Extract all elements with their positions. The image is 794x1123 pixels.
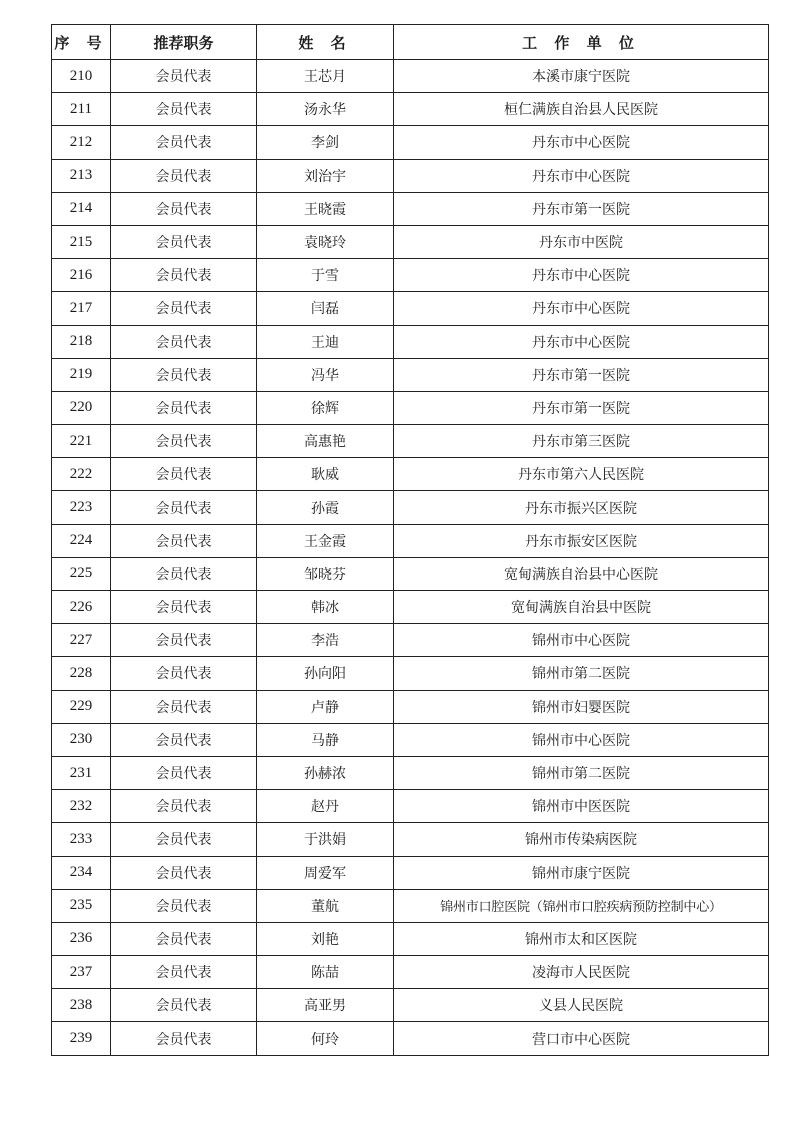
cell-member-name: 王芯月 [257, 60, 394, 93]
table-row [52, 557, 769, 590]
cell-member-name: 刘治宇 [257, 159, 394, 192]
cell-member-name: 卢静 [257, 690, 394, 723]
cell-recommended-position: 会员代表 [111, 159, 257, 192]
cell-work-unit: 锦州市中心医院 [394, 723, 769, 756]
cell-recommended-position: 会员代表 [111, 956, 257, 989]
table-row [52, 922, 769, 955]
cell-work-unit: 锦州市妇婴医院 [394, 690, 769, 723]
cell-serial-number: 219 [52, 358, 111, 391]
cell-recommended-position: 会员代表 [111, 491, 257, 524]
cell-recommended-position: 会员代表 [111, 192, 257, 225]
cell-member-name: 董航 [257, 889, 394, 922]
cell-recommended-position: 会员代表 [111, 922, 257, 955]
cell-work-unit: 丹东市第三医院 [394, 425, 769, 458]
cell-recommended-position: 会员代表 [111, 823, 257, 856]
cell-work-unit: 桓仁满族自治县人民医院 [394, 93, 769, 126]
cell-work-unit: 丹东市第一医院 [394, 391, 769, 424]
cell-member-name: 袁晓玲 [257, 225, 394, 258]
cell-work-unit: 丹东市中心医院 [394, 126, 769, 159]
table-row [52, 723, 769, 756]
cell-work-unit: 宽甸满族自治县中医院 [394, 591, 769, 624]
cell-work-unit: 锦州市第二医院 [394, 756, 769, 789]
cell-recommended-position: 会员代表 [111, 325, 257, 358]
cell-recommended-position: 会员代表 [111, 425, 257, 458]
table-row [52, 425, 769, 458]
cell-recommended-position: 会员代表 [111, 126, 257, 159]
cell-member-name: 李浩 [257, 624, 394, 657]
table-row [52, 225, 769, 258]
cell-work-unit: 丹东市中心医院 [394, 292, 769, 325]
cell-work-unit: 锦州市中医医院 [394, 790, 769, 823]
cell-recommended-position: 会员代表 [111, 790, 257, 823]
cell-member-name: 孙霞 [257, 491, 394, 524]
cell-work-unit: 丹东市中医院 [394, 225, 769, 258]
table-row [52, 823, 769, 856]
table-row [52, 491, 769, 524]
cell-work-unit: 丹东市中心医院 [394, 259, 769, 292]
cell-work-unit: 丹东市中心医院 [394, 159, 769, 192]
cell-serial-number: 220 [52, 391, 111, 424]
table-row [52, 259, 769, 292]
table-row [52, 292, 769, 325]
table-row [52, 591, 769, 624]
cell-recommended-position: 会员代表 [111, 989, 257, 1022]
cell-work-unit: 锦州市太和区医院 [394, 922, 769, 955]
table-body [52, 60, 769, 1056]
table-row [52, 756, 769, 789]
cell-serial-number: 216 [52, 259, 111, 292]
cell-work-unit: 锦州市中心医院 [394, 624, 769, 657]
cell-serial-number: 210 [52, 60, 111, 93]
cell-serial-number: 234 [52, 856, 111, 889]
table-row [52, 192, 769, 225]
cell-serial-number: 233 [52, 823, 111, 856]
cell-recommended-position: 会员代表 [111, 856, 257, 889]
cell-member-name: 赵丹 [257, 790, 394, 823]
cell-recommended-position: 会员代表 [111, 723, 257, 756]
table-row [52, 889, 769, 922]
table-row [52, 159, 769, 192]
cell-member-name: 周爱军 [257, 856, 394, 889]
cell-recommended-position: 会员代表 [111, 657, 257, 690]
cell-serial-number: 227 [52, 624, 111, 657]
header-recommended-position: 推荐职务 [111, 25, 257, 60]
header-serial-number: 序 号 [52, 25, 111, 60]
cell-recommended-position: 会员代表 [111, 391, 257, 424]
cell-recommended-position: 会员代表 [111, 889, 257, 922]
cell-member-name: 韩冰 [257, 591, 394, 624]
cell-work-unit: 锦州市传染病医院 [394, 823, 769, 856]
table-header-row [52, 25, 769, 60]
cell-serial-number: 213 [52, 159, 111, 192]
cell-recommended-position: 会员代表 [111, 524, 257, 557]
table-row [52, 358, 769, 391]
member-roster-table [51, 24, 769, 1056]
cell-recommended-position: 会员代表 [111, 591, 257, 624]
cell-member-name: 王迪 [257, 325, 394, 358]
cell-work-unit: 丹东市中心医院 [394, 325, 769, 358]
cell-work-unit: 锦州市第二医院 [394, 657, 769, 690]
cell-member-name: 闫磊 [257, 292, 394, 325]
header-name: 姓 名 [257, 25, 394, 60]
cell-member-name: 高惠艳 [257, 425, 394, 458]
cell-member-name: 刘艳 [257, 922, 394, 955]
cell-recommended-position: 会员代表 [111, 557, 257, 590]
table-row [52, 126, 769, 159]
cell-recommended-position: 会员代表 [111, 1022, 257, 1055]
cell-serial-number: 223 [52, 491, 111, 524]
cell-serial-number: 218 [52, 325, 111, 358]
cell-serial-number: 224 [52, 524, 111, 557]
cell-serial-number: 226 [52, 591, 111, 624]
cell-recommended-position: 会员代表 [111, 259, 257, 292]
cell-recommended-position: 会员代表 [111, 624, 257, 657]
cell-serial-number: 232 [52, 790, 111, 823]
cell-serial-number: 239 [52, 1022, 111, 1055]
cell-work-unit: 丹东市第六人民医院 [394, 458, 769, 491]
cell-serial-number: 225 [52, 557, 111, 590]
table-row [52, 391, 769, 424]
cell-serial-number: 235 [52, 889, 111, 922]
cell-serial-number: 229 [52, 690, 111, 723]
table-row [52, 989, 769, 1022]
header-work-unit: 工 作 单 位 [394, 25, 769, 60]
table-row [52, 956, 769, 989]
cell-recommended-position: 会员代表 [111, 292, 257, 325]
cell-recommended-position: 会员代表 [111, 690, 257, 723]
cell-work-unit: 锦州市口腔医院（锦州市口腔疾病预防控制中心） [394, 889, 769, 922]
cell-member-name: 耿威 [257, 458, 394, 491]
cell-member-name: 徐辉 [257, 391, 394, 424]
cell-work-unit: 营口市中心医院 [394, 1022, 769, 1055]
cell-recommended-position: 会员代表 [111, 225, 257, 258]
cell-work-unit: 丹东市振安区医院 [394, 524, 769, 557]
table-row [52, 325, 769, 358]
cell-serial-number: 217 [52, 292, 111, 325]
cell-work-unit: 丹东市振兴区医院 [394, 491, 769, 524]
cell-serial-number: 215 [52, 225, 111, 258]
cell-recommended-position: 会员代表 [111, 358, 257, 391]
table-row [52, 93, 769, 126]
cell-member-name: 冯华 [257, 358, 394, 391]
roster-sheet [51, 24, 768, 1056]
cell-serial-number: 221 [52, 425, 111, 458]
table-row [52, 690, 769, 723]
table-row [52, 1022, 769, 1055]
cell-serial-number: 231 [52, 756, 111, 789]
table-row [52, 458, 769, 491]
cell-serial-number: 230 [52, 723, 111, 756]
cell-member-name: 孙向阳 [257, 657, 394, 690]
cell-member-name: 王晓霞 [257, 192, 394, 225]
cell-work-unit: 义县人民医院 [394, 989, 769, 1022]
cell-member-name: 何玲 [257, 1022, 394, 1055]
cell-serial-number: 228 [52, 657, 111, 690]
cell-work-unit: 宽甸满族自治县中心医院 [394, 557, 769, 590]
cell-recommended-position: 会员代表 [111, 93, 257, 126]
table-row [52, 524, 769, 557]
table-row [52, 856, 769, 889]
cell-recommended-position: 会员代表 [111, 756, 257, 789]
cell-member-name: 汤永华 [257, 93, 394, 126]
cell-member-name: 李剑 [257, 126, 394, 159]
table-row [52, 657, 769, 690]
cell-serial-number: 214 [52, 192, 111, 225]
cell-work-unit: 丹东市第一医院 [394, 192, 769, 225]
cell-work-unit: 丹东市第一医院 [394, 358, 769, 391]
cell-recommended-position: 会员代表 [111, 458, 257, 491]
cell-work-unit: 本溪市康宁医院 [394, 60, 769, 93]
cell-member-name: 于洪娟 [257, 823, 394, 856]
cell-serial-number: 236 [52, 922, 111, 955]
cell-member-name: 陈喆 [257, 956, 394, 989]
cell-member-name: 高亚男 [257, 989, 394, 1022]
cell-recommended-position: 会员代表 [111, 60, 257, 93]
cell-member-name: 邹晓芬 [257, 557, 394, 590]
cell-member-name: 马静 [257, 723, 394, 756]
cell-serial-number: 237 [52, 956, 111, 989]
cell-serial-number: 222 [52, 458, 111, 491]
cell-serial-number: 212 [52, 126, 111, 159]
cell-serial-number: 211 [52, 93, 111, 126]
cell-work-unit: 锦州市康宁医院 [394, 856, 769, 889]
cell-serial-number: 238 [52, 989, 111, 1022]
table-row [52, 60, 769, 93]
cell-member-name: 于雪 [257, 259, 394, 292]
table-row [52, 624, 769, 657]
cell-work-unit: 凌海市人民医院 [394, 956, 769, 989]
table-row [52, 790, 769, 823]
cell-member-name: 王金霞 [257, 524, 394, 557]
cell-member-name: 孙赫浓 [257, 756, 394, 789]
